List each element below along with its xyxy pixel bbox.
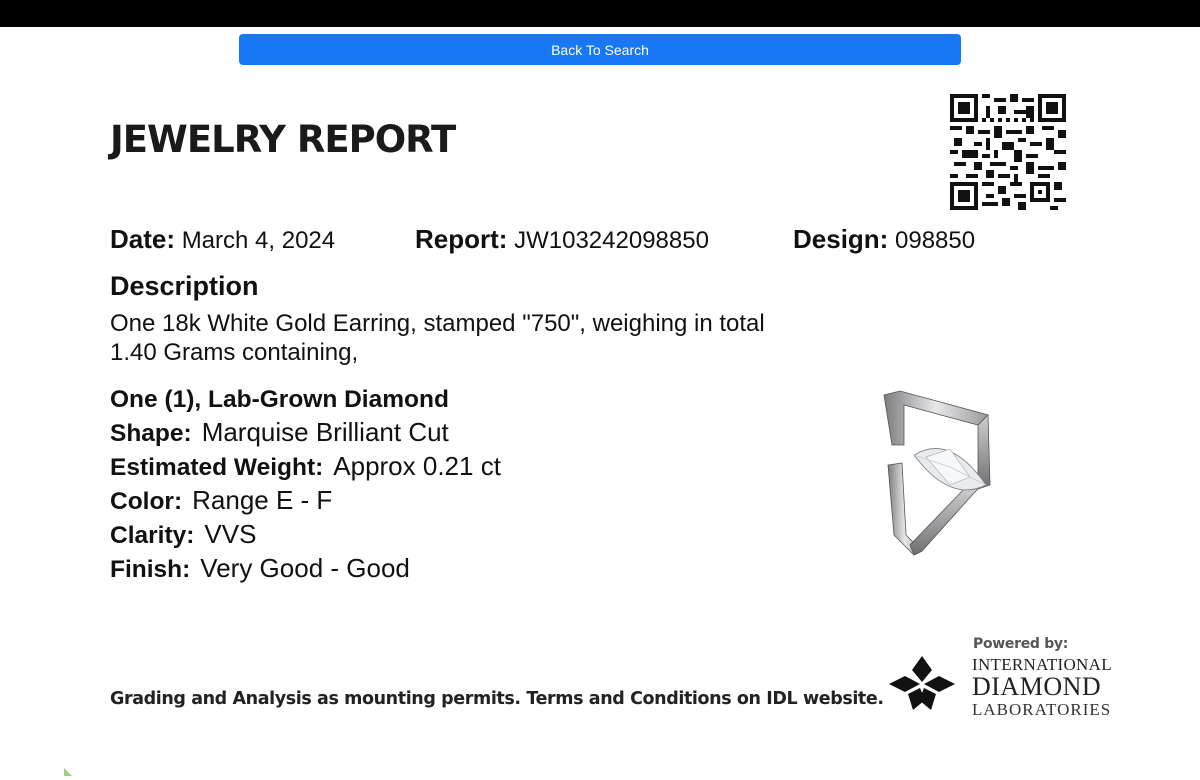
earring-photo [870, 385, 1000, 560]
stone-label: Color: [110, 488, 183, 515]
stone-value: Approx 0.21 ct [333, 451, 501, 481]
stone-value: Marquise Brilliant Cut [201, 417, 449, 447]
description-text: One 18k White Gold Earring, stamped "750", weighing in total 1.40 Grams containing, [110, 310, 765, 366]
logo-line-international: INTERNATIONAL [972, 655, 1112, 674]
stone-label: Shape: [110, 420, 192, 447]
idl-logo-icon [887, 654, 957, 714]
design-field [793, 224, 975, 255]
stone-heading: One (1), Lab-Grown Diamond [110, 386, 449, 413]
logo-line-laboratories: LABORATORIES [972, 700, 1112, 719]
stone-details [110, 383, 501, 586]
stone-row-weight [110, 450, 501, 484]
qr-code-icon [950, 94, 1066, 210]
design-label: Design: [793, 224, 889, 254]
date-value: March 4, 2024 [181, 227, 336, 254]
date-label: Date: [110, 224, 176, 254]
stone-value: VVS [204, 519, 257, 549]
design-value: 098850 [895, 227, 976, 254]
report-title: JEWELRY REPORT [110, 118, 456, 161]
stone-value: Very Good - Good [200, 553, 410, 583]
stone-row-color [110, 484, 501, 518]
idl-logo-text [972, 656, 1112, 718]
date-field [110, 224, 335, 255]
stone-label: Estimated Weight: [110, 454, 324, 481]
description-heading: Description [110, 271, 259, 301]
report-label: Report: [415, 224, 508, 254]
report-value: JW103242098850 [514, 227, 709, 254]
corner-marker [64, 768, 72, 776]
stone-row-finish [110, 552, 501, 586]
stone-value: Range E - F [192, 485, 333, 515]
report-number-field [415, 224, 709, 255]
stone-row-shape [110, 416, 501, 450]
back-to-search-button[interactable]: Back To Search [239, 34, 961, 65]
stone-label: Finish: [110, 556, 191, 583]
powered-by-label: Powered by: [973, 636, 1069, 652]
top-bar [0, 0, 1200, 27]
stone-row-clarity [110, 518, 501, 552]
terms-note: Grading and Analysis as mounting permits. Terms and Conditions on IDL website. [110, 689, 884, 709]
logo-line-diamond: DIAMOND [972, 672, 1102, 701]
stone-label: Clarity: [110, 522, 195, 549]
